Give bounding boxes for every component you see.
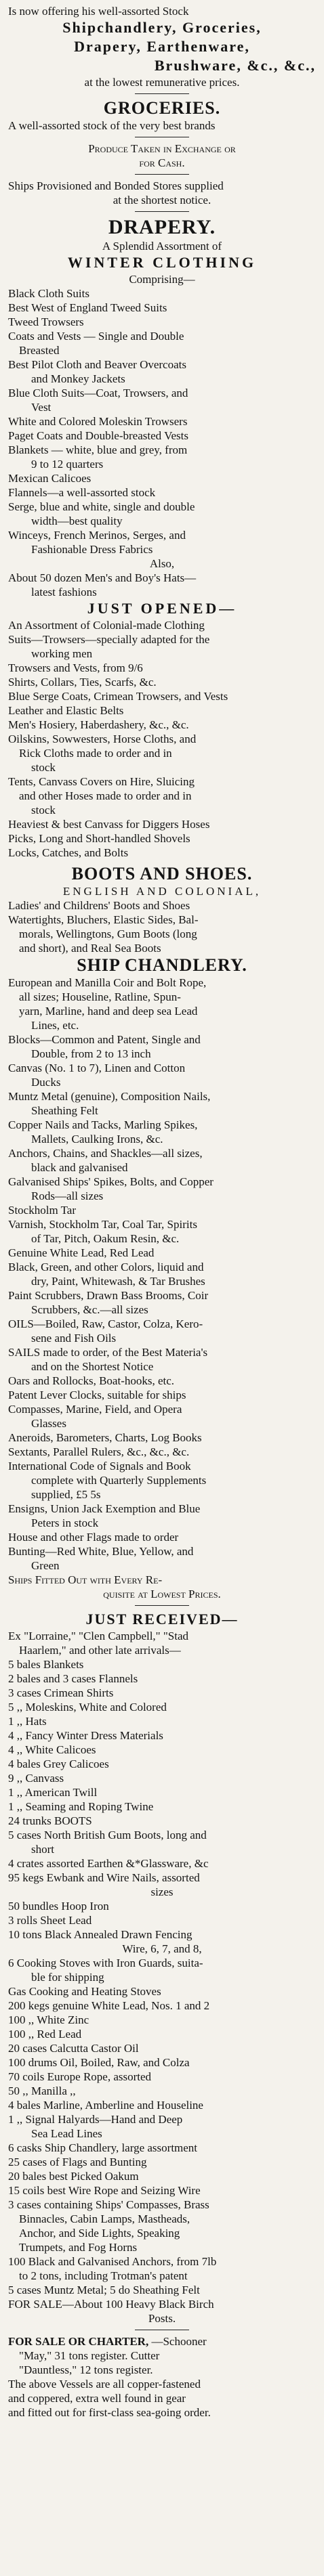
list-item: 1 ,, Signal Halyards—Hand and Deep (8, 2113, 183, 2126)
list-item: Patent Lever Clocks, suitable for ships (8, 1389, 186, 1401)
boots-subheading: ENGLISH AND COLONIAL, (62, 885, 262, 898)
boots-list (8, 898, 316, 955)
arrivals-line: Haarlem," and other late arrivals— (19, 1644, 181, 1657)
list-item: House and other Flags made to order (8, 1531, 179, 1544)
list-item: 3 cases Crimean Shirts (8, 1686, 114, 1699)
list-item: Green (31, 1559, 60, 1572)
list-item: Heaviest & best Canvass for Diggers Hoses (8, 818, 210, 831)
groceries-line: for Cash. (139, 156, 185, 169)
list-item: width—best quality (31, 515, 123, 527)
list-item: stock (31, 761, 56, 774)
list-item: Also, (149, 557, 175, 570)
list-item: Watertights, Bluchers, Elastic Sides, Bal- (8, 913, 199, 926)
intro-line: Is now offering his well-assorted Stock (8, 5, 189, 18)
for-sale-heading: FOR SALE OR CHARTER, (8, 2335, 149, 2348)
list-item: Ducks (31, 1076, 61, 1089)
divider (135, 174, 189, 175)
list-item: Serge, blue and white, single and double (8, 500, 195, 513)
list-item: 25 cases of Flags and Bunting (8, 2156, 147, 2168)
list-item: Scrubbers, &c.—all sizes (31, 1303, 148, 1316)
just-received-heading: JUST RECEIVED— (85, 1611, 239, 1628)
list-item: Trumpets, and Fog Horns (19, 2241, 138, 2254)
list-item: Best Pilot Cloth and Beaver Overcoats (8, 358, 186, 371)
list-item: 4 ,, Fancy Winter Dress Materials (8, 1729, 163, 1742)
intro-prices: at the lowest remunerative prices. (84, 76, 240, 89)
list-item: 200 kegs genuine White Lead, Nos. 1 and 2 (8, 1999, 210, 2012)
list-item: 1 ,, Hats (8, 1715, 47, 1728)
list-item: Paget Coats and Double-breasted Vests (8, 429, 188, 442)
list-item: Canvas (No. 1 to 7), Linen and Cotton (8, 1062, 186, 1074)
list-item: Tweed Trowsers (8, 315, 84, 328)
list-item: sene and Fish Oils (31, 1332, 117, 1345)
list-item: Gas Cooking and Heating Stoves (8, 1985, 161, 1998)
list-item: Mallets, Caulking Irons, &c. (31, 1133, 163, 1145)
drapery-title: WINTER CLOTHING (67, 254, 257, 271)
list-item: 100 drums Oil, Boiled, Raw, and Colza (8, 2056, 190, 2069)
for-sale-line: and fitted out for first-class sea-going order. (8, 2406, 211, 2419)
just-opened-list (8, 618, 316, 860)
list-item: Rick Cloths made to order and in (19, 747, 172, 760)
list-item: 4 bales Grey Calicoes (8, 1758, 109, 1770)
list-item: Aneroids, Barometers, Charts, Log Books (8, 1431, 202, 1444)
advertisement-column (8, 4, 316, 2420)
list-item: OILS—Boiled, Raw, Castor, Colza, Kero- (8, 1317, 203, 1330)
list-item: complete with Quarterly Supplements (31, 1474, 207, 1487)
divider (135, 211, 189, 212)
list-item: short (31, 1843, 54, 1856)
intro-heading-shipchandlery: Shipchandlery, Groceries, (62, 19, 262, 36)
list-item: Oars and Rollocks, Boat-hooks, etc. (8, 1374, 175, 1387)
list-item: Men's Hosiery, Haberdashery, &c., &c. (8, 718, 189, 731)
arrivals-line: Ex "Lorraine," "Clen Campbell," "Stad (8, 1630, 189, 1642)
list-item: Ensigns, Union Jack Exemption and Blue (8, 1502, 201, 1515)
list-item: 6 casks Ship Chandlery, large assortment (8, 2141, 198, 2154)
list-item: 15 coils best Wire Rope and Seizing Wire (8, 2184, 201, 2197)
list-item: 9 to 12 quarters (31, 458, 104, 471)
for-sale-line: "Dauntless," 12 tons register. (19, 2363, 153, 2376)
list-item: Muntz Metal (genuine), Composition Nails, (8, 1090, 211, 1103)
list-item: Vest (31, 401, 52, 414)
list-item: morals, Wellingtons, Gum Boots (long (19, 927, 197, 940)
list-item: latest fashions (31, 586, 97, 598)
groceries-line: Produce Taken in Exchange or (88, 142, 236, 155)
list-item: 2 bales and 3 cases Flannels (8, 1672, 138, 1685)
groceries-heading: GROCERIES. (103, 98, 221, 118)
list-item: to 2 tons, including Trotman's patent (19, 2269, 188, 2282)
ship-footer-line: quisite at Lowest Prices. (103, 1588, 221, 1600)
list-item: sizes (150, 1885, 174, 1898)
list-item: 3 cases containing Ships' Compasses, Brass (8, 2198, 209, 2211)
list-item: Anchors, Chains, and Shackles—all sizes, (8, 1147, 203, 1160)
list-item: Leather and Elastic Belts (8, 704, 124, 717)
list-item: 20 bales best Picked Oakum (8, 2170, 139, 2183)
list-item: White and Colored Moleskin Trowsers (8, 415, 188, 428)
list-item: 4 crates assorted Earthen &*Glassware, &c (8, 1857, 209, 1870)
list-item: supplied, £5 5s (31, 1488, 101, 1501)
list-item: 6 Cooking Stoves with Iron Guards, suita- (8, 1957, 203, 1969)
list-item: Sextants, Parallel Rulers, &c., &c., &c. (8, 1445, 190, 1458)
for-sale-line: The above Vessels are all copper-fastened (8, 2378, 201, 2391)
ship-chandlery-heading: SHIP CHANDLERY. (77, 955, 247, 975)
list-item: 9 ,, Canvass (8, 1772, 64, 1785)
list-item: 5 cases Muntz Metal; 5 do Sheathing Felt (8, 2284, 200, 2296)
list-item: 5 cases North British Gum Boots, long and (8, 1829, 207, 1841)
list-item: Peters in stock (31, 1516, 99, 1529)
list-item: Winceys, French Merinos, Serges, and (8, 529, 186, 542)
list-item: International Code of Signals and Book (8, 1460, 191, 1472)
list-item: Best West of England Tweed Suits (8, 301, 167, 314)
list-item: Tents, Canvass Covers on Hire, Sluicing (8, 775, 195, 788)
list-item: 10 tons Black Annealed Drawn Fencing (8, 1928, 193, 1941)
list-item: 50 ,, Manilla ,, (8, 2084, 76, 2097)
list-item: 5 ,, Moleskins, White and Colored (8, 1701, 167, 1713)
divider (135, 1605, 189, 1606)
list-item: yarn, Marline, hand and deep sea Lead (19, 1005, 198, 1018)
list-item: 24 trunks BOOTS (8, 1814, 92, 1827)
list-item: Coats and Vests — Single and Double (8, 330, 184, 343)
list-item: and on the Shortest Notice (31, 1360, 154, 1373)
list-item: Double, from 2 to 13 inch (31, 1047, 151, 1060)
list-item: Varnish, Stockholm Tar, Coal Tar, Spirits (8, 1218, 197, 1231)
list-item: dry, Paint, Whitewash, & Tar Brushes (31, 1275, 205, 1288)
intro-heading-drapery: Drapery, Earthenware, (74, 38, 250, 55)
list-item: Lines, etc. (31, 1019, 79, 1032)
for-sale-notice (8, 2334, 316, 2420)
divider (135, 93, 189, 94)
list-item: Sea Lead Lines (31, 2127, 102, 2140)
list-item: An Assortment of Colonial-made Clothing (8, 619, 205, 632)
list-item: FOR SALE—About 100 Heavy Black Birch (8, 2298, 214, 2311)
list-item: ble for shipping (31, 1971, 104, 1984)
list-item: Wire, 6, 7, and 8, (122, 1942, 202, 1955)
list-item: Fashionable Dress Fabrics (31, 543, 153, 556)
list-item: Locks, Catches, and Bolts (8, 846, 129, 859)
list-item: Breasted (19, 344, 60, 357)
list-item: all sizes; Houseline, Ratline, Spun- (19, 990, 181, 1003)
list-item: Ladies' and Childrens' Boots and Shoes (8, 899, 190, 912)
list-item: 4 bales Marline, Amberline and Houseline (8, 2099, 203, 2112)
list-item: 1 ,, Seaming and Roping Twine (8, 1800, 154, 1813)
drapery-comprising: Comprising— (129, 273, 195, 286)
list-item: Glasses (31, 1417, 66, 1430)
list-item: 100 ,, Red Lead (8, 2028, 82, 2040)
groceries-line: A well-assorted stock of the very best brands (8, 119, 216, 132)
list-item: 1 ,, American Twill (8, 1786, 98, 1799)
list-item: Stockholm Tar (8, 1204, 77, 1217)
list-item: Sheathing Felt (31, 1104, 98, 1117)
list-item: and short), and Real Sea Boots (19, 942, 161, 955)
list-item: Blue Serge Coats, Crimean Trowsers, and Vests (8, 690, 228, 703)
list-item: 4 ,, White Calicoes (8, 1743, 96, 1756)
list-item: Bunting—Red White, Blue, Yellow, and (8, 1545, 194, 1558)
list-item: SAILS made to order, of the Best Materia's (8, 1346, 208, 1359)
list-item: 5 bales Blankets (8, 1658, 84, 1671)
list-item: About 50 dozen Men's and Boy's Hats— (8, 571, 197, 584)
list-item: Oilskins, Sowwesters, Horse Cloths, and (8, 733, 197, 745)
ship-chandlery-list (8, 976, 316, 1573)
list-item: Copper Nails and Tacks, Marling Spikes, (8, 1118, 198, 1131)
list-item: Galvanised Ships' Spikes, Bolts, and Copper (8, 1175, 214, 1188)
list-item: Mexican Calicoes (8, 472, 92, 485)
list-item: Black Cloth Suits (8, 287, 89, 300)
list-item: Trowsers and Vests, from 9/6 (8, 661, 143, 674)
list-item: black and galvanised (31, 1161, 128, 1174)
list-item: Anchor, and Side Lights, Speaking (19, 2227, 180, 2240)
list-item: 100 ,, White Zinc (8, 2013, 89, 2026)
for-sale-line: and coppered, extra well found in gear (8, 2392, 186, 2405)
for-sale-line: —Schooner (151, 2335, 207, 2348)
list-item: and Monkey Jackets (31, 372, 125, 385)
list-item: Genuine White Lead, Red Lead (8, 1246, 155, 1259)
list-item: Black, Green, and other Colors, liquid and (8, 1261, 204, 1273)
ship-footer-line: Ships Fitted Out with Every Re- (8, 1573, 163, 1586)
list-item: European and Manilla Coir and Bolt Rope, (8, 976, 207, 989)
list-item: 50 bundles Hoop Iron (8, 1900, 109, 1913)
list-item: Blankets — white, blue and grey, from (8, 443, 188, 456)
list-item: Compasses, Marine, Field, and Opera (8, 1403, 182, 1416)
list-item: 95 kegs Ewbank and Wire Nails, assorted (8, 1871, 200, 1884)
list-item: 20 cases Calcutta Castor Oil (8, 2042, 139, 2055)
list-item: Blue Cloth Suits—Coat, Trowsers, and (8, 387, 188, 399)
list-item: 70 coils Europe Rope, assorted (8, 2070, 152, 2083)
list-item: Blocks—Common and Patent, Single and (8, 1033, 201, 1046)
just-received-list (8, 1657, 316, 2326)
list-item: stock (31, 804, 56, 816)
list-item: Picks, Long and Short-handled Shovels (8, 832, 190, 845)
list-item: Posts. (148, 2312, 176, 2325)
for-sale-line: "May," 31 tons register. Cutter (19, 2349, 160, 2362)
list-item: Rods—all sizes (31, 1189, 104, 1202)
list-item: Shirts, Collars, Ties, Scarfs, &c. (8, 676, 157, 689)
intro-heading-brushware: Brushware, &c., &c., (154, 57, 316, 74)
boots-heading: BOOTS AND SHOES. (71, 864, 253, 883)
list-item: and other Hoses made to order and in (19, 789, 192, 802)
list-item: working men (31, 647, 93, 660)
drapery-subheading: A Splendid Assortment of (102, 240, 222, 253)
list-item: Suits—Trowsers—specially adapted for the (8, 633, 210, 646)
list-item: Binnacles, Cabin Lamps, Mastheads, (19, 2212, 190, 2225)
just-opened-heading: JUST OPENED— (87, 600, 237, 617)
list-item: Paint Scrubbers, Drawn Bass Brooms, Coir (8, 1289, 209, 1302)
groceries-line: at the shortest notice. (113, 194, 211, 206)
drapery-heading: DRAPERY. (108, 216, 216, 238)
list-item: 100 Black and Galvanised Anchors, from 7lb (8, 2255, 217, 2268)
list-item: of Tar, Pitch, Oakum Resin, &c. (31, 1232, 180, 1245)
list-item: 3 rolls Sheet Lead (8, 1914, 92, 1927)
list-item: Flannels—a well-assorted stock (8, 486, 156, 499)
drapery-list (8, 286, 316, 599)
groceries-line: Ships Provisioned and Bonded Stores supplied (8, 179, 224, 192)
